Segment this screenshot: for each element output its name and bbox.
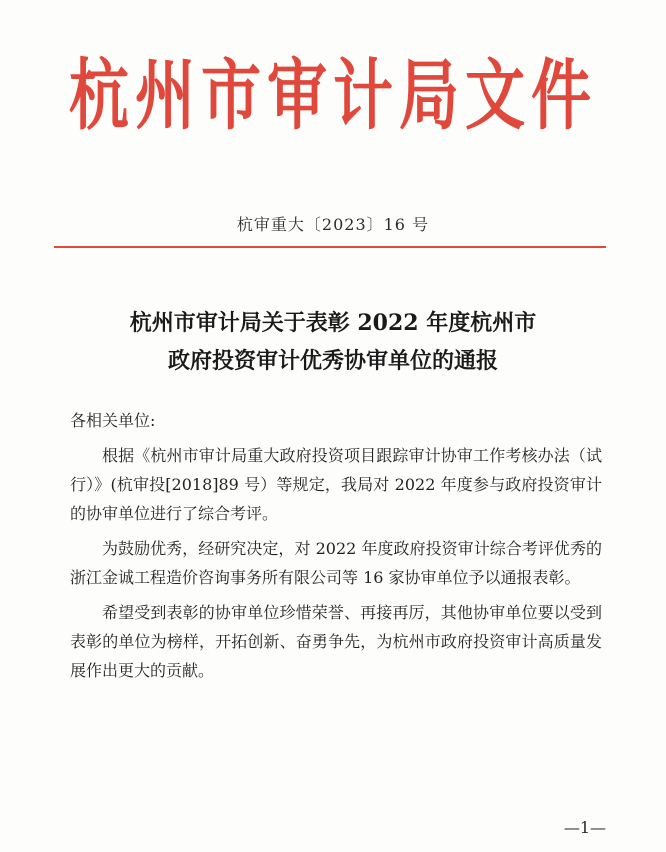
notice-title	[0, 304, 666, 380]
red-divider-line	[54, 246, 606, 248]
notice-title-line-2: 政府投资审计优秀协审单位的通报	[167, 348, 498, 374]
issuer-header-title: 杭州市审计局文件	[69, 51, 597, 142]
body-paragraph-1: 根据《杭州市审计局重大政府投资项目跟踪审计协审工作考核办法（试行）》(杭审投[2018]89 号）等规定，我局对 2022 年度参与政府投资审计的协审单位进行了综合考评。	[70, 446, 602, 523]
salutation: 各相关单位:	[70, 411, 156, 430]
notice-body	[70, 406, 602, 685]
document-number: 杭审重大〔2023〕16 号	[236, 215, 430, 234]
page-number: —1—	[563, 818, 606, 837]
body-paragraph-3: 希望受到表彰的协审单位珍惜荣誉、再接再厉，其他协审单位要以受到表彰的单位为榜样，开拓创新、奋勇争先，为杭州市政府投资审计高质量发展作出更大的贡献。	[70, 603, 602, 680]
notice-title-line-1: 杭州市审计局关于表彰 2022 年度杭州市	[129, 310, 537, 336]
body-paragraph-2: 为鼓励优秀，经研究决定，对 2022 年度政府投资审计综合考评优秀的浙江金诚工程造价咨询事务所有限公司等 16 家协审单位予以通报表彰。	[70, 539, 602, 587]
